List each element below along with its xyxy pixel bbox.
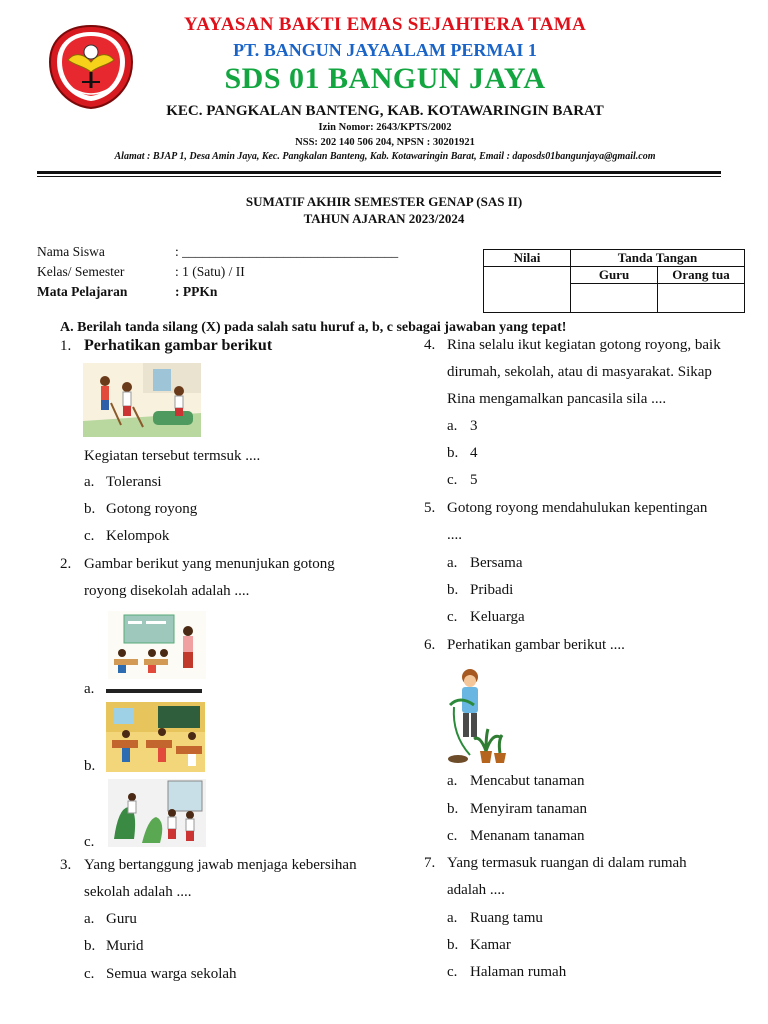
q1-option-b-letter: b.	[84, 501, 96, 517]
q3-option-c-letter: c.	[84, 966, 95, 982]
q5-option-a-letter: a.	[447, 555, 458, 571]
section-a-instruction: A. Berilah tanda silang (X) pada salah satu huruf a, b, c sebagai jawaban yang tepat!	[60, 320, 567, 335]
q3-line2: sekolah adalah ....	[84, 884, 192, 900]
name-field[interactable]: : ________________________________	[175, 244, 399, 259]
q5-option-b-letter: b.	[447, 582, 459, 598]
q6-option-c-letter: c.	[447, 828, 458, 844]
nilai-cell[interactable]	[484, 267, 571, 313]
q1-number: 1.	[60, 338, 72, 354]
q2-option-b-image-classroom[interactable]	[106, 702, 205, 772]
q6-option-a[interactable]: Mencabut tanaman	[470, 773, 585, 789]
q1-option-b[interactable]: Gotong royong	[106, 501, 198, 517]
school-logo	[46, 22, 136, 112]
q5-line1: Gotong royong mendahulukan kepentingan	[447, 500, 708, 516]
q4-line3: Rina mengamalkan pancasila sila ....	[447, 391, 667, 407]
q2-number: 2.	[60, 556, 72, 572]
subject-value: : PPKn	[175, 284, 218, 299]
q7-line1: Yang termasuk ruangan di dalam rumah	[447, 855, 687, 871]
q7-option-c[interactable]: Halaman rumah	[470, 964, 567, 980]
q3-option-b-letter: b.	[84, 938, 96, 954]
name-label: Nama Siswa	[37, 244, 105, 259]
q4-option-c-letter: c.	[447, 472, 458, 488]
q4-option-b-letter: b.	[447, 445, 459, 461]
q7-option-a-letter: a.	[447, 910, 458, 926]
class-value: : 1 (Satu) / II	[175, 264, 245, 279]
foundation-name: YAYASAN BAKTI EMAS SEJAHTERA TAMA	[184, 14, 586, 35]
q4-option-a[interactable]: 3	[470, 418, 478, 434]
q6-option-c[interactable]: Menanam tanaman	[470, 828, 585, 844]
q7-option-b-letter: b.	[447, 937, 459, 953]
nss-npsn: NSS: 202 140 506 204, NPSN : 30201921	[295, 137, 475, 148]
guru-signature-cell[interactable]	[571, 284, 658, 313]
q3-number: 3.	[60, 857, 72, 873]
q3-option-b[interactable]: Murid	[106, 938, 144, 954]
class-label: Kelas/ Semester	[37, 264, 125, 279]
q5-number: 5.	[424, 500, 436, 516]
q1-image-cleaning	[83, 363, 201, 437]
q6-text: Perhatikan gambar berikut ....	[447, 637, 625, 653]
header-divider	[37, 171, 721, 174]
q4-number: 4.	[424, 337, 436, 353]
q3-option-c[interactable]: Semua warga sekolah	[106, 966, 237, 982]
q5-option-c-letter: c.	[447, 609, 458, 625]
q5-line2: ....	[447, 527, 462, 543]
q4-option-b[interactable]: 4	[470, 445, 478, 461]
q2-option-a-image-strip	[106, 689, 202, 693]
signature-header: Tanda Tangan	[571, 250, 745, 267]
company-name: PT. BANGUN JAYAALAM PERMAI 1	[233, 40, 537, 60]
q2-option-a-letter: a.	[84, 681, 95, 697]
q5-option-a[interactable]: Bersama	[470, 555, 523, 571]
q5-option-b[interactable]: Pribadi	[470, 582, 514, 598]
q4-line2: dirumah, sekolah, atau di masyarakat. Sikap	[447, 364, 712, 380]
q4-option-a-letter: a.	[447, 418, 458, 434]
score-signature-table	[483, 249, 745, 313]
permit-number: Izin Nomor: 2643/KPTS/2002	[318, 122, 452, 133]
q2-image-classroom-teacher	[108, 611, 206, 679]
header-divider-thin	[37, 176, 721, 177]
q6-option-b[interactable]: Menyiram tanaman	[470, 801, 588, 817]
q7-option-b[interactable]: Kamar	[470, 937, 511, 953]
q7-option-a[interactable]: Ruang tamu	[470, 910, 543, 926]
q5-option-c[interactable]: Keluarga	[470, 609, 525, 625]
q2-line2: royong disekolah adalah ....	[84, 583, 250, 599]
q7-number: 7.	[424, 855, 436, 871]
q1-option-c-letter: c.	[84, 528, 95, 544]
q2-option-b-letter: b.	[84, 758, 96, 774]
q6-option-b-letter: b.	[447, 801, 459, 817]
q4-option-c[interactable]: 5	[470, 472, 478, 488]
academic-year: TAHUN AJARAN 2023/2024	[303, 211, 465, 226]
q6-number: 6.	[424, 637, 436, 653]
q1-option-a[interactable]: Toleransi	[106, 474, 162, 490]
q1-option-c[interactable]: Kelompok	[106, 528, 170, 544]
q1-text: Perhatikan gambar berikut	[84, 337, 273, 354]
school-name: SDS 01 BANGUN JAYA	[224, 62, 546, 95]
q7-option-c-letter: c.	[447, 964, 458, 980]
nilai-header: Nilai	[484, 250, 571, 267]
q1-option-a-letter: a.	[84, 474, 95, 490]
q1-stem: Kegiatan tersebut termsuk ....	[84, 448, 261, 464]
q2-option-c-letter: c.	[84, 834, 95, 850]
parent-header: Orang tua	[658, 267, 745, 284]
parent-signature-cell[interactable]	[658, 284, 745, 313]
q3-line1: Yang bertanggung jawab menjaga kebersihan	[84, 857, 357, 873]
q2-line1: Gambar berikut yang menunjukan gotong	[84, 556, 335, 572]
subject-label: Mata Pelajaran	[37, 284, 128, 299]
q7-line2: adalah ....	[447, 882, 505, 898]
q3-option-a[interactable]: Guru	[106, 911, 137, 927]
guru-header: Guru	[571, 267, 658, 284]
q3-option-a-letter: a.	[84, 911, 95, 927]
q6-option-a-letter: a.	[447, 773, 458, 789]
exam-title: SUMATIF AKHIR SEMESTER GENAP (SAS II)	[245, 194, 523, 209]
q4-line1: Rina selalu ikut kegiatan gotong royong, baik	[447, 337, 721, 353]
district: KEC. PANGKALAN BANTENG, KAB. KOTAWARINGIN BARAT	[166, 103, 604, 119]
q2-option-c-image-gotong-royong[interactable]	[108, 779, 206, 847]
school-address: Alamat : BJAP 1, Desa Amin Jaya, Kec. Pangkalan Banteng, Kab. Kotawaringin Barat, Email : daposds01bangunjaya@gmail.com	[114, 151, 656, 162]
q6-image-watering-plants	[440, 665, 508, 765]
